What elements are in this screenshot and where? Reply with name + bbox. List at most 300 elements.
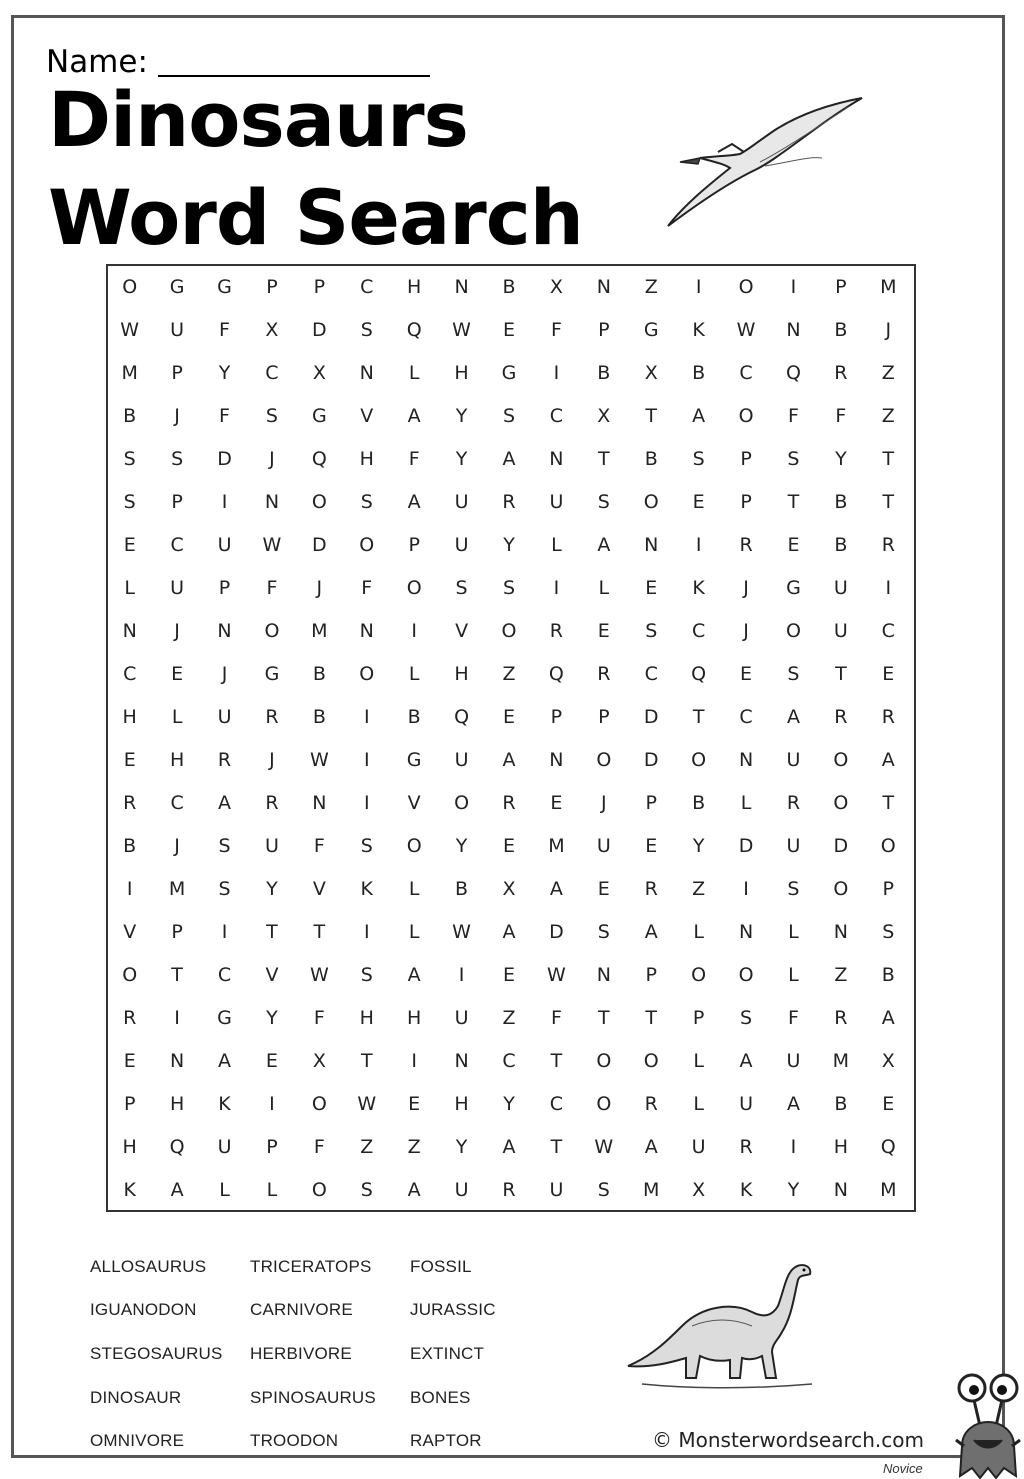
grid-letter[interactable]: O <box>501 619 517 642</box>
grid-letter[interactable]: T <box>645 1006 658 1029</box>
grid-letter[interactable]: O <box>122 275 138 298</box>
grid-letter[interactable]: R <box>739 1135 753 1158</box>
grid-letter[interactable]: N <box>738 748 754 771</box>
grid-letter[interactable]: V <box>455 619 469 642</box>
grid-letter[interactable]: Y <box>455 1135 468 1158</box>
grid-letter[interactable]: R <box>644 877 658 900</box>
grid-letter[interactable]: U <box>454 1178 469 1201</box>
grid-letter[interactable]: O <box>359 662 375 685</box>
grid-letter[interactable]: N <box>264 490 280 513</box>
grid-letter[interactable]: I <box>126 877 133 900</box>
grid-letter[interactable]: U <box>217 533 232 556</box>
grid-letter[interactable]: T <box>882 447 895 470</box>
grid-letter[interactable]: N <box>549 748 564 771</box>
grid-letter[interactable]: H <box>169 1092 185 1115</box>
grid-letter[interactable]: O <box>691 963 707 986</box>
grid-letter[interactable]: P <box>835 275 847 298</box>
grid-letter[interactable]: O <box>691 748 707 771</box>
grid-letter[interactable]: N <box>359 619 374 642</box>
grid-letter[interactable]: L <box>551 533 562 556</box>
grid-letter[interactable]: L <box>693 1092 704 1115</box>
grid-letter[interactable]: U <box>170 318 185 341</box>
grid-letter[interactable]: J <box>221 662 228 685</box>
grid-letter[interactable]: S <box>123 490 136 513</box>
grid-letter[interactable]: S <box>692 447 705 470</box>
grid-letter[interactable]: L <box>408 920 420 943</box>
grid-letter[interactable]: N <box>833 920 848 943</box>
grid-letter[interactable]: Y <box>787 1178 800 1201</box>
grid-letter[interactable]: P <box>266 275 278 298</box>
grid-letter[interactable]: J <box>316 576 323 599</box>
grid-letter[interactable]: C <box>881 619 895 642</box>
grid-letter[interactable]: A <box>597 533 611 556</box>
grid-letter[interactable]: I <box>221 490 228 513</box>
grid-letter[interactable]: V <box>360 404 374 427</box>
grid-letter[interactable]: T <box>692 705 705 728</box>
grid-letter[interactable]: E <box>171 662 184 685</box>
grid-letter[interactable]: N <box>738 920 754 943</box>
grid-letter[interactable]: C <box>265 361 279 384</box>
grid-letter[interactable]: L <box>171 705 183 728</box>
grid-letter[interactable]: U <box>454 533 469 556</box>
grid-letter[interactable]: U <box>217 1135 232 1158</box>
grid-letter[interactable]: M <box>168 877 186 900</box>
grid-letter[interactable]: N <box>549 447 564 470</box>
grid-letter[interactable]: W <box>594 1135 614 1158</box>
grid-letter[interactable]: W <box>452 318 471 341</box>
grid-letter[interactable]: I <box>411 619 417 642</box>
grid-letter[interactable]: P <box>645 963 657 986</box>
grid-letter[interactable]: Q <box>169 1135 185 1158</box>
grid-letter[interactable]: X <box>692 1178 706 1201</box>
grid-letter[interactable]: W <box>262 533 282 556</box>
grid-letter[interactable]: P <box>218 576 231 599</box>
grid-letter[interactable]: V <box>265 963 279 986</box>
grid-letter[interactable]: R <box>834 1006 848 1029</box>
grid-letter[interactable]: J <box>174 404 180 427</box>
grid-letter[interactable]: G <box>217 1006 232 1029</box>
grid-letter[interactable]: Z <box>407 1135 421 1158</box>
grid-letter[interactable]: B <box>123 834 137 857</box>
grid-letter[interactable]: S <box>645 619 658 642</box>
grid-letter[interactable]: G <box>264 662 280 685</box>
grid-letter[interactable]: C <box>170 533 184 556</box>
grid-letter[interactable]: B <box>692 361 706 384</box>
grid-letter[interactable]: H <box>359 1006 374 1029</box>
grid-letter[interactable]: Z <box>834 963 848 986</box>
grid-letter[interactable]: Y <box>692 834 705 857</box>
grid-letter[interactable]: F <box>550 1006 562 1029</box>
grid-letter[interactable]: N <box>312 791 327 814</box>
grid-letter[interactable]: P <box>882 877 895 900</box>
grid-letter[interactable]: G <box>406 748 422 771</box>
grid-letter[interactable]: A <box>407 490 421 513</box>
grid-letter[interactable]: S <box>455 576 468 599</box>
grid-letter[interactable]: L <box>788 963 799 986</box>
grid-letter[interactable]: U <box>454 1006 469 1029</box>
grid-letter[interactable]: P <box>692 1006 705 1029</box>
grid-letter[interactable]: C <box>217 963 232 986</box>
grid-letter[interactable]: B <box>881 963 895 986</box>
grid-letter[interactable]: B <box>123 404 137 427</box>
grid-letter[interactable]: F <box>361 576 373 599</box>
grid-letter[interactable]: Y <box>455 834 468 857</box>
grid-letter[interactable]: P <box>171 361 183 384</box>
grid-letter[interactable]: A <box>692 404 706 427</box>
grid-letter[interactable]: Z <box>644 275 658 298</box>
grid-letter[interactable]: A <box>502 748 516 771</box>
grid-letter[interactable]: F <box>313 834 325 857</box>
grid-letter[interactable]: O <box>738 404 754 427</box>
grid-letter[interactable]: J <box>743 619 749 642</box>
grid-letter[interactable]: P <box>171 490 183 513</box>
grid-letter[interactable]: X <box>312 361 326 384</box>
grid-letter[interactable]: I <box>363 791 370 814</box>
grid-letter[interactable]: Q <box>691 662 707 685</box>
grid-letter[interactable]: S <box>360 490 373 513</box>
grid-letter[interactable]: Z <box>881 361 895 384</box>
grid-letter[interactable]: U <box>454 490 469 513</box>
grid-letter[interactable]: Z <box>502 1006 516 1029</box>
grid-letter[interactable]: P <box>171 920 183 943</box>
grid-letter[interactable]: O <box>596 1092 612 1115</box>
grid-letter[interactable]: H <box>454 1092 469 1115</box>
grid-letter[interactable]: I <box>221 920 228 943</box>
grid-letter[interactable]: R <box>217 748 232 771</box>
grid-letter[interactable]: U <box>786 748 801 771</box>
grid-letter[interactable]: K <box>123 1178 136 1201</box>
grid-letter[interactable]: S <box>502 576 516 599</box>
grid-letter[interactable]: S <box>360 963 373 986</box>
grid-letter[interactable]: U <box>170 576 185 599</box>
grid-letter[interactable]: S <box>360 1178 373 1201</box>
grid-letter[interactable]: E <box>645 834 658 857</box>
grid-letter[interactable]: D <box>312 318 327 341</box>
grid-letter[interactable]: A <box>407 404 421 427</box>
grid-letter[interactable]: N <box>122 619 137 642</box>
grid-letter[interactable]: B <box>597 361 611 384</box>
grid-letter[interactable]: Q <box>880 1135 896 1158</box>
grid-letter[interactable]: O <box>643 1049 659 1072</box>
grid-letter[interactable]: O <box>122 963 138 986</box>
grid-letter[interactable]: O <box>596 748 612 771</box>
grid-letter[interactable]: R <box>644 1092 658 1115</box>
grid-letter[interactable]: E <box>502 705 515 728</box>
grid-letter[interactable]: L <box>124 576 135 599</box>
grid-letter[interactable]: D <box>738 834 754 857</box>
grid-letter[interactable]: L <box>740 791 752 814</box>
grid-letter[interactable]: O <box>880 834 896 857</box>
grid-letter[interactable]: E <box>502 834 515 857</box>
grid-letter[interactable]: O <box>738 275 754 298</box>
grid-letter[interactable]: K <box>360 877 373 900</box>
grid-letter[interactable]: E <box>550 791 563 814</box>
grid-letter[interactable]: P <box>408 533 420 556</box>
grid-letter[interactable]: L <box>408 662 420 685</box>
grid-letter[interactable]: M <box>121 361 138 384</box>
grid-letter[interactable]: L <box>788 920 799 943</box>
grid-letter[interactable]: A <box>170 1178 184 1201</box>
grid-letter[interactable]: N <box>644 533 659 556</box>
grid-letter[interactable]: H <box>454 662 469 685</box>
grid-letter[interactable]: O <box>406 834 422 857</box>
grid-letter[interactable]: E <box>882 662 895 685</box>
grid-letter[interactable]: C <box>549 1092 564 1115</box>
grid-letter[interactable]: I <box>269 1092 275 1115</box>
grid-letter[interactable]: J <box>885 318 892 341</box>
grid-letter[interactable]: G <box>169 275 185 298</box>
grid-letter[interactable]: O <box>596 1049 612 1072</box>
grid-letter[interactable]: E <box>265 1049 278 1072</box>
grid-letter[interactable]: E <box>123 748 136 771</box>
grid-letter[interactable]: T <box>360 1049 373 1072</box>
grid-letter[interactable]: F <box>313 1006 325 1029</box>
grid-letter[interactable]: H <box>359 447 374 470</box>
grid-letter[interactable]: Z <box>881 404 895 427</box>
grid-letter[interactable]: B <box>455 877 469 900</box>
grid-letter[interactable]: T <box>882 490 895 513</box>
grid-letter[interactable]: G <box>786 576 801 599</box>
grid-letter[interactable]: T <box>645 404 658 427</box>
grid-letter[interactable]: U <box>833 576 848 599</box>
grid-letter[interactable]: E <box>597 877 610 900</box>
grid-letter[interactable]: Y <box>266 1006 278 1029</box>
grid-letter[interactable]: I <box>363 748 370 771</box>
grid-letter[interactable]: R <box>881 533 895 556</box>
grid-letter[interactable]: D <box>643 748 659 771</box>
grid-letter[interactable]: V <box>123 920 137 943</box>
grid-letter[interactable]: R <box>123 791 137 814</box>
grid-letter[interactable]: I <box>363 920 370 943</box>
grid-letter[interactable]: Q <box>406 318 422 341</box>
grid-letter[interactable]: I <box>553 361 560 384</box>
grid-letter[interactable]: S <box>787 447 800 470</box>
grid-letter[interactable]: S <box>360 834 373 857</box>
grid-letter[interactable]: L <box>693 920 704 943</box>
grid-letter[interactable]: H <box>122 1135 137 1158</box>
grid-letter[interactable]: W <box>547 963 566 986</box>
grid-letter[interactable]: D <box>833 834 849 857</box>
grid-letter[interactable]: L <box>598 576 610 599</box>
grid-letter[interactable]: K <box>739 1178 753 1201</box>
grid-letter[interactable]: P <box>740 490 752 513</box>
grid-letter[interactable]: S <box>597 1178 610 1201</box>
grid-letter[interactable]: H <box>833 1135 849 1158</box>
grid-letter[interactable]: T <box>313 920 326 943</box>
grid-letter[interactable]: A <box>881 1006 895 1029</box>
grid-letter[interactable]: U <box>549 1178 564 1201</box>
grid-letter[interactable]: U <box>596 834 611 857</box>
grid-letter[interactable]: K <box>692 318 705 341</box>
grid-letter[interactable]: U <box>454 748 469 771</box>
grid-letter[interactable]: C <box>123 662 137 685</box>
grid-letter[interactable]: J <box>174 619 180 642</box>
grid-letter[interactable]: O <box>454 791 470 814</box>
grid-letter[interactable]: R <box>265 791 279 814</box>
grid-letter[interactable]: B <box>834 1092 848 1115</box>
grid-letter[interactable]: O <box>406 576 422 599</box>
grid-letter[interactable]: V <box>407 791 421 814</box>
grid-letter[interactable]: C <box>549 404 564 427</box>
grid-letter[interactable]: F <box>835 404 847 427</box>
grid-letter[interactable]: R <box>881 705 895 728</box>
grid-letter[interactable]: X <box>549 275 563 298</box>
grid-letter[interactable]: W <box>452 920 471 943</box>
grid-letter[interactable]: U <box>786 834 801 857</box>
grid-letter[interactable]: K <box>218 1092 231 1115</box>
grid-letter[interactable]: T <box>171 963 183 986</box>
grid-letter[interactable]: X <box>312 1049 326 1072</box>
grid-letter[interactable]: P <box>313 275 326 298</box>
grid-letter[interactable]: R <box>834 705 848 728</box>
grid-letter[interactable]: O <box>311 1178 327 1201</box>
grid-letter[interactable]: P <box>598 318 610 341</box>
grid-letter[interactable]: I <box>743 877 749 900</box>
grid-letter[interactable]: R <box>549 619 563 642</box>
grid-letter[interactable]: P <box>266 1135 278 1158</box>
grid-letter[interactable]: C <box>170 791 184 814</box>
grid-letter[interactable]: I <box>458 963 465 986</box>
grid-letter[interactable]: H <box>122 705 137 728</box>
grid-letter[interactable]: F <box>219 318 230 341</box>
grid-letter[interactable]: Y <box>835 447 847 470</box>
grid-letter[interactable]: T <box>882 791 895 814</box>
grid-letter[interactable]: A <box>218 1049 232 1072</box>
grid-letter[interactable]: O <box>311 1092 327 1115</box>
grid-letter[interactable]: O <box>785 619 801 642</box>
grid-letter[interactable]: I <box>790 275 797 298</box>
grid-letter[interactable]: I <box>174 1006 180 1029</box>
grid-letter[interactable]: C <box>739 361 753 384</box>
grid-letter[interactable]: C <box>692 619 706 642</box>
grid-letter[interactable]: H <box>169 748 185 771</box>
grid-letter[interactable]: O <box>738 963 754 986</box>
grid-letter[interactable]: B <box>834 490 848 513</box>
grid-letter[interactable]: E <box>408 1092 421 1115</box>
grid-letter[interactable]: A <box>502 920 516 943</box>
grid-letter[interactable]: O <box>833 748 849 771</box>
grid-letter[interactable]: O <box>359 533 375 556</box>
grid-letter[interactable]: P <box>123 1092 136 1115</box>
grid-letter[interactable]: I <box>885 576 892 599</box>
grid-letter[interactable]: X <box>265 318 279 341</box>
grid-letter[interactable]: E <box>740 662 753 685</box>
grid-letter[interactable]: Y <box>503 533 515 556</box>
grid-letter[interactable]: D <box>217 447 232 470</box>
grid-letter[interactable]: A <box>786 705 800 728</box>
grid-letter[interactable]: R <box>123 1006 137 1029</box>
grid-letter[interactable]: N <box>596 963 611 986</box>
grid-letter[interactable]: M <box>832 1049 850 1072</box>
grid-letter[interactable]: S <box>171 447 184 470</box>
grid-letter[interactable]: S <box>265 404 278 427</box>
grid-letter[interactable]: N <box>170 1049 185 1072</box>
grid-letter[interactable]: B <box>502 275 516 298</box>
grid-letter[interactable]: A <box>502 447 516 470</box>
grid-letter[interactable]: R <box>265 705 279 728</box>
grid-letter[interactable]: S <box>218 834 231 857</box>
grid-letter[interactable]: S <box>740 1006 753 1029</box>
grid-letter[interactable]: U <box>833 619 848 642</box>
grid-letter[interactable]: Y <box>455 447 468 470</box>
grid-letter[interactable]: D <box>643 705 659 728</box>
grid-letter[interactable]: A <box>218 791 232 814</box>
grid-letter[interactable]: I <box>363 705 370 728</box>
grid-letter[interactable]: N <box>833 1178 848 1201</box>
grid-letter[interactable]: Y <box>503 1092 515 1115</box>
grid-letter[interactable]: X <box>597 404 611 427</box>
grid-letter[interactable]: G <box>501 361 517 384</box>
grid-letter[interactable]: E <box>123 1049 136 1072</box>
grid-letter[interactable]: B <box>407 705 421 728</box>
grid-letter[interactable]: W <box>309 748 329 771</box>
grid-letter[interactable]: B <box>644 447 658 470</box>
grid-letter[interactable]: R <box>597 662 611 685</box>
grid-letter[interactable]: I <box>553 576 560 599</box>
grid-letter[interactable]: N <box>596 275 611 298</box>
grid-letter[interactable]: O <box>833 877 849 900</box>
grid-letter[interactable]: W <box>309 963 329 986</box>
grid-letter[interactable]: W <box>120 318 140 341</box>
grid-letter[interactable]: O <box>311 490 327 513</box>
grid-letter[interactable]: S <box>597 920 610 943</box>
grid-letter[interactable]: E <box>502 963 515 986</box>
grid-letter[interactable]: A <box>786 1092 800 1115</box>
grid-letter[interactable]: G <box>311 404 327 427</box>
grid-letter[interactable]: F <box>313 1135 325 1158</box>
grid-letter[interactable]: B <box>692 791 706 814</box>
grid-letter[interactable]: U <box>217 705 232 728</box>
grid-letter[interactable]: L <box>693 1049 704 1072</box>
grid-letter[interactable]: R <box>834 361 848 384</box>
grid-letter[interactable]: E <box>787 533 800 556</box>
grid-letter[interactable]: M <box>311 619 328 642</box>
grid-letter[interactable]: Z <box>502 662 516 685</box>
grid-letter[interactable]: F <box>219 404 230 427</box>
grid-letter[interactable]: M <box>880 1178 897 1201</box>
grid-letter[interactable]: A <box>881 748 895 771</box>
grid-letter[interactable]: O <box>264 619 280 642</box>
grid-letter[interactable]: Z <box>360 1135 374 1158</box>
grid-letter[interactable]: T <box>835 662 847 685</box>
grid-letter[interactable]: Y <box>266 877 278 900</box>
grid-letter[interactable]: Q <box>311 447 327 470</box>
grid-letter[interactable]: T <box>550 1135 563 1158</box>
grid-letter[interactable]: D <box>549 920 564 943</box>
grid-letter[interactable]: C <box>502 1049 516 1072</box>
grid-letter[interactable]: A <box>549 877 563 900</box>
grid-letter[interactable]: F <box>787 404 799 427</box>
grid-letter[interactable]: M <box>643 1178 660 1201</box>
grid-letter[interactable]: C <box>739 705 753 728</box>
grid-letter[interactable]: J <box>269 447 275 470</box>
grid-letter[interactable]: O <box>833 791 849 814</box>
grid-letter[interactable]: N <box>454 275 469 298</box>
grid-letter[interactable]: E <box>882 1092 895 1115</box>
grid-letter[interactable]: T <box>787 490 800 513</box>
grid-letter[interactable]: F <box>266 576 278 599</box>
grid-letter[interactable]: S <box>360 318 373 341</box>
grid-letter[interactable]: L <box>266 1178 278 1201</box>
grid-letter[interactable]: A <box>644 1135 658 1158</box>
grid-letter[interactable]: J <box>174 834 180 857</box>
grid-letter[interactable]: E <box>692 490 705 513</box>
grid-letter[interactable]: U <box>264 834 279 857</box>
word-search-grid[interactable] <box>106 264 916 1212</box>
grid-letter[interactable]: U <box>691 1135 706 1158</box>
grid-letter[interactable]: B <box>834 318 848 341</box>
grid-letter[interactable]: C <box>360 275 374 298</box>
